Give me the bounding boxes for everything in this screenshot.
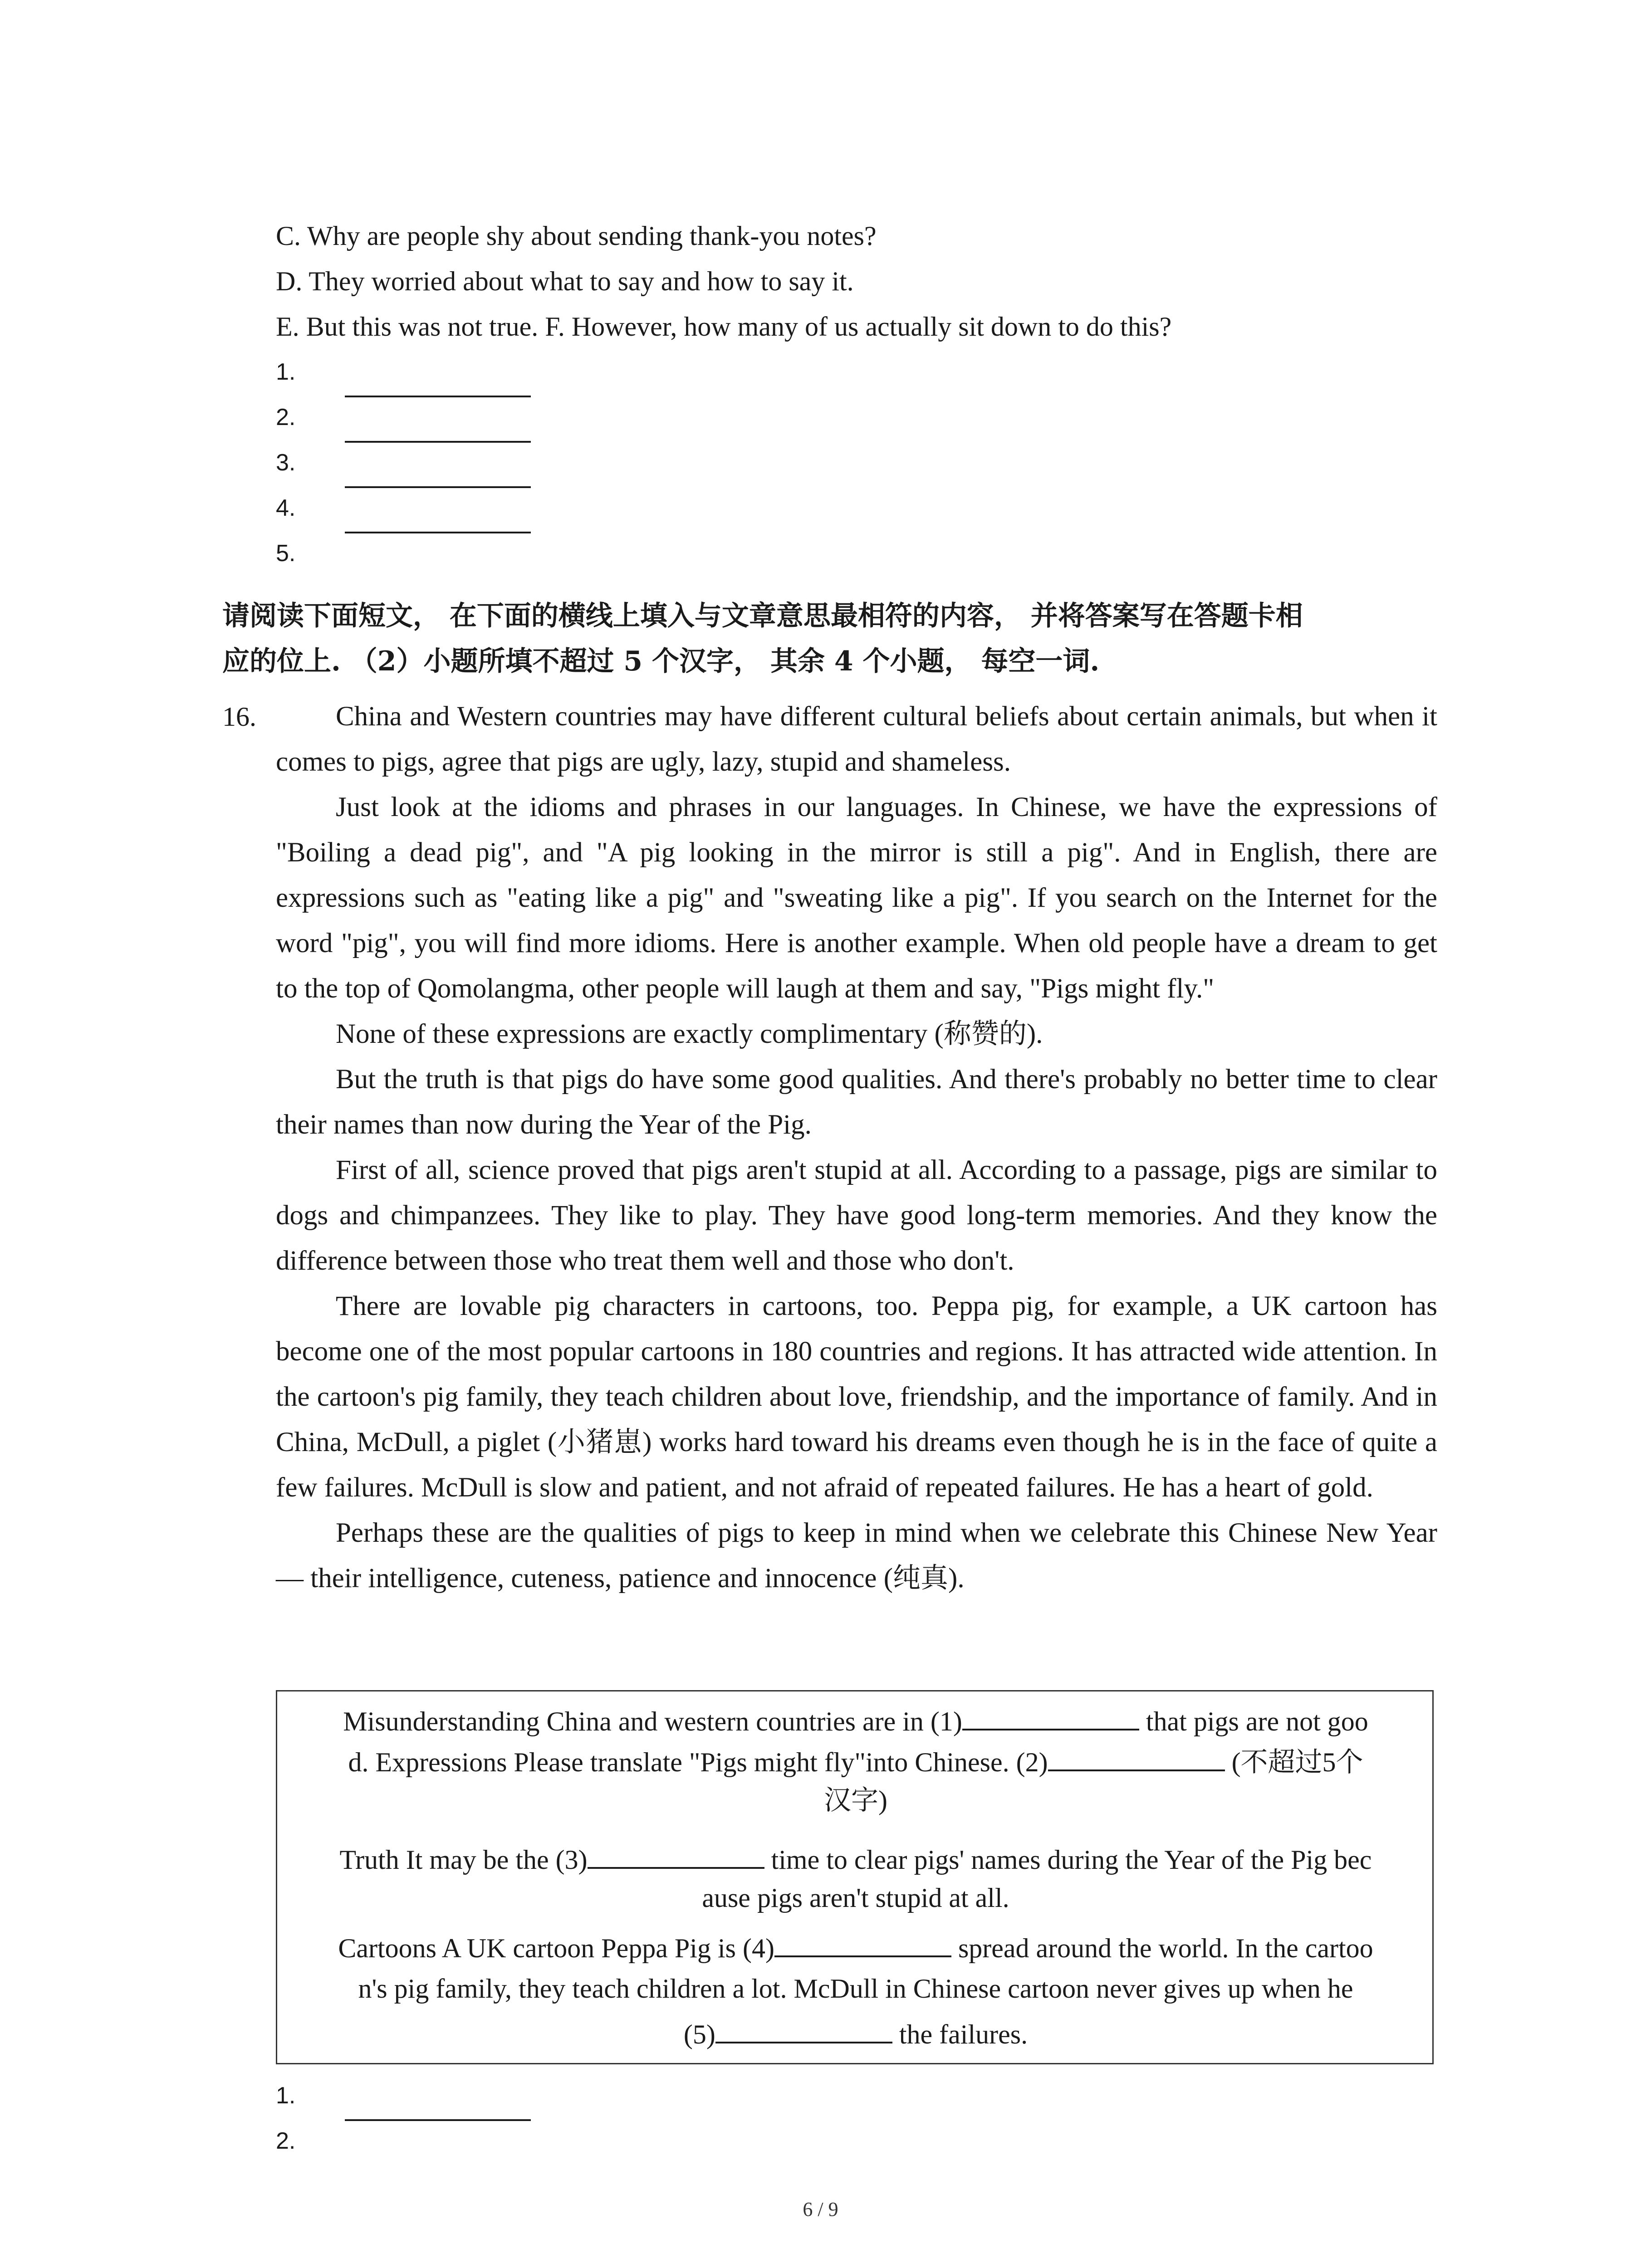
passage-paragraph-1: China and Western countries may have different cultural beliefs about certain animals, but when it comes to pigs, agree that pigs are ugly, lazy, stupid and shameless. [276, 701, 1437, 777]
answer-blank-4[interactable] [345, 532, 531, 533]
blank-4[interactable] [774, 1927, 951, 1957]
passage-paragraph-7: Perhaps these are the qualities of pigs to keep in mind when we celebrate this Chinese New Year — their intelligence, cuteness, patience and innocence (纯真). [276, 1518, 1437, 1593]
table-row-expressions: d. Expressions Please translate "Pigs might fly"into Chinese. (2) (不超过5个 [291, 1741, 1421, 1783]
answer-number-5: 5. [276, 540, 296, 567]
option-d: D. They worried about what to say and how to say it. [276, 266, 854, 296]
instruction-line-2: 应的位上. （2）小题所填不超过 5 个汉字， 其余 4 个小题， 每空一词. [222, 645, 1100, 677]
instruction-line-1: 请阅读下面短文， 在下面的横线上填入与文章意思最相符的内容， 并将答案写在答题卡相 [222, 600, 1303, 632]
passage-paragraph-3: None of these expressions are exactly complimentary (称赞的). [336, 1019, 1043, 1049]
answer-number-3: 3. [276, 450, 296, 476]
option-e-f: E. But this was not true. F. However, how many of us actually sit down to do this? [276, 312, 1172, 342]
table-row-cartoons-cont: n's pig family, they teach children a lot. McDull in Chinese cartoon never gives up when he [358, 1974, 1353, 2004]
passage [276, 694, 1437, 1601]
summary-table [276, 1690, 1434, 2064]
answer-blank-3[interactable] [345, 486, 531, 488]
passage-paragraph-2: Just look at the idioms and phrases in our languages. In Chinese, we have the expressions of "Boiling a dead pig", and "A pig looking in the mirror is still a pig". And in English, there are expressions such as "eating like a pig" and "sweating like a pig". If you search on the Internet for the word "pig", you will find more idioms. Here is another example. When old people have a dream to get to the top of Qomolangma, other people will laugh at them and say, "Pigs might fly." [276, 792, 1437, 1004]
answer-number-2: 2. [276, 404, 296, 430]
answer-blank-2[interactable] [345, 441, 531, 443]
blank-2[interactable] [1048, 1741, 1225, 1771]
question-number: 16. [222, 702, 256, 732]
page-number: 6 / 9 [803, 2198, 838, 2220]
table-row-truth-cont: ause pigs aren't stupid at all. [702, 1883, 1009, 1913]
answer-number-1: 1. [276, 359, 296, 385]
bottom-answer-number-2: 2. [276, 2128, 296, 2154]
answer-blank-1[interactable] [345, 396, 531, 397]
option-c: C. Why are people shy about sending thank-you notes? [276, 221, 877, 251]
bottom-answer-number-1: 1. [276, 2082, 296, 2109]
table-row-misunderstanding: Misunderstanding China and western countries are in (1) that pigs are not goo [291, 1701, 1421, 1742]
blank-1[interactable] [962, 1701, 1139, 1730]
passage-paragraph-4: But the truth is that pigs do have some good qualities. And there's probably no better time to clear their names than now during the Year of the Pig. [276, 1064, 1437, 1140]
bottom-answer-blank-1[interactable] [345, 2119, 531, 2121]
table-row-truth: Truth It may be the (3) time to clear pigs' names during the Year of the Pig bec [291, 1839, 1421, 1880]
table-row-cartoons: Cartoons A UK cartoon Peppa Pig is (4) spread around the world. In the cartoo [291, 1927, 1421, 1969]
answer-number-4: 4. [276, 495, 296, 521]
table-row-cartoons-end: (5) the failures. [291, 2014, 1421, 2055]
blank-5[interactable] [715, 2014, 892, 2043]
passage-paragraph-5: First of all, science proved that pigs aren't stupid at all. According to a passage, pigs are similar to dogs and chimpanzees. They like to play. They have good long-term memories. And they know the difference between those who treat them well and those who don't. [276, 1155, 1437, 1276]
passage-paragraph-6: There are lovable pig characters in cartoons, too. Peppa pig, for example, a UK cartoon has become one of the most popular cartoons in 180 countries and regions. It has attracted wide attention. In the cartoon's pig family, they teach children about love, friendship, and the importance of family. And in China, McDull, a piglet (小猪崽) works hard toward his dreams even though he is in the face of quite a few failures. McDull is slow and patient, and not afraid of repeated failures. He has a heart of gold. [276, 1291, 1437, 1503]
blank-3[interactable] [588, 1839, 764, 1869]
table-row-expressions-note: 汉字) [824, 1785, 887, 1815]
